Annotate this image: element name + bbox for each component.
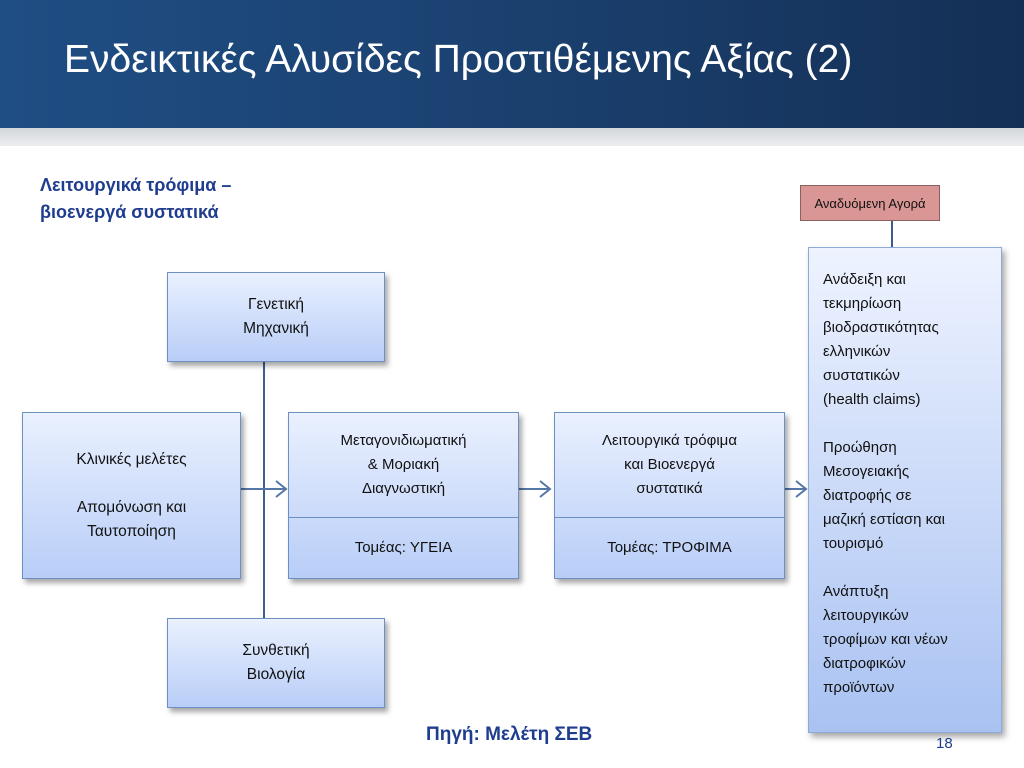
postgenomic-line-3: Διαγνωστική [361, 480, 446, 497]
clinical-line-1: Κλινικές μελέτες [76, 450, 187, 468]
clinical-line-3: Ταυτοποίηση [87, 522, 176, 540]
arrow-to-functional [519, 481, 550, 497]
subtitle-line-2: βιοενεργά συστατικά [40, 202, 219, 222]
genetic-engineering-box [167, 272, 385, 362]
page-number: 18 [936, 735, 953, 752]
clinical-studies-box [22, 412, 241, 579]
outcome-functional-products: Ανάπτυξη λειτουργικών τροφίμων και νέων διατροφικών προϊόντων [823, 583, 948, 696]
slide-title: Ενδεικτικές Αλυσίδες Προστιθέμενης Αξίας (2) [64, 38, 853, 81]
functional-line-2: και Βιοενεργά [624, 456, 715, 473]
postgenomic-title [289, 413, 518, 518]
outcomes-panel [808, 247, 1002, 733]
emerging-market-box: Αναδυόμενη Αγορά [800, 185, 940, 221]
synthetic-line-2: Βιολογία [246, 666, 306, 683]
functional-line-3: συστατικά [636, 480, 703, 497]
arrow-to-postgenomic [240, 481, 286, 497]
sector-health: Τομέας: ΥΓΕΙΑ [354, 539, 453, 556]
postgenomic-box [288, 412, 519, 579]
synthetic-biology-box [167, 618, 385, 708]
genetic-line-1: Γενετική [247, 296, 305, 313]
functional-foods-box [554, 412, 785, 579]
source-note: Πηγή: Μελέτη ΣΕΒ [426, 724, 593, 745]
postgenomic-line-1: Μεταγονιδιωματική [340, 432, 467, 449]
arrow-to-panel [785, 481, 806, 497]
outcome-mediterranean-diet: Προώθηση Μεσογειακής διατροφής σε μαζική εστίαση και τουρισμό [823, 439, 945, 552]
outcome-health-claims: Ανάδειξη και τεκμηρίωση βιοδραστικότητας ελληνικών συστατικών (health claims) [823, 271, 939, 408]
clinical-line-2: Απομόνωση και [76, 498, 187, 516]
subtitle-line-1: Λειτουργικά τρόφιμα – [40, 175, 232, 195]
genetic-line-2: Μηχανική [243, 320, 309, 337]
functional-title [555, 413, 784, 518]
sector-food: Τομέας: ΤΡΟΦΙΜΑ [607, 539, 732, 556]
postgenomic-line-2: & Μοριακή [367, 456, 440, 473]
functional-line-1: Λειτουργικά τρόφιμα [602, 432, 737, 449]
synthetic-line-1: Συνθετική [242, 642, 310, 659]
